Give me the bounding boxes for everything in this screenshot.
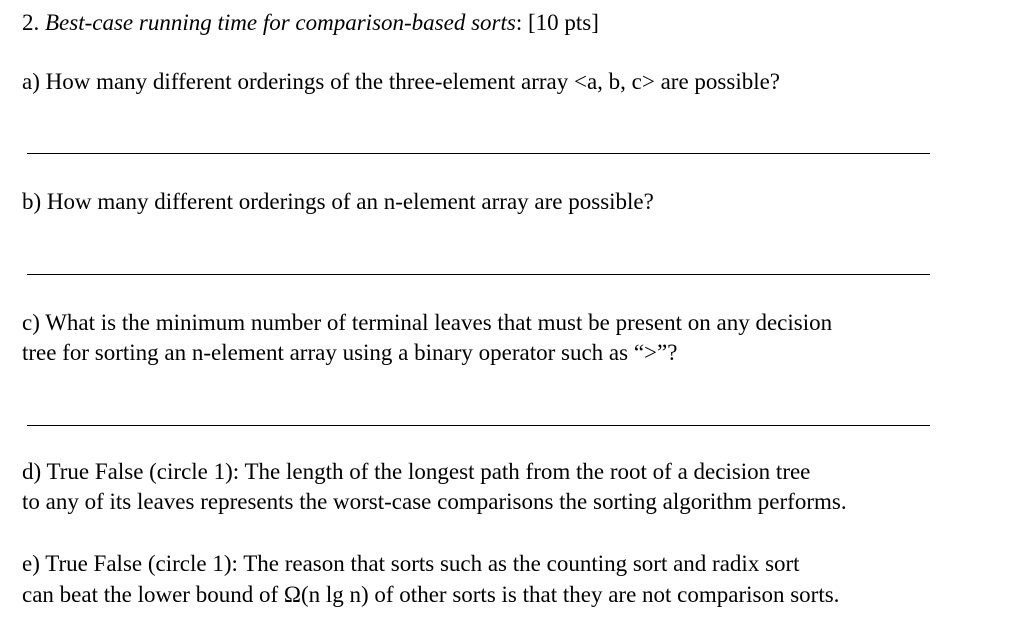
part-c-answer-line[interactable] (27, 425, 930, 426)
question-number: 2. (22, 10, 40, 35)
part-b-answer-line[interactable] (27, 274, 930, 275)
part-d-text-line2: to any of its leaves represents the worst-case comparisons the sorting algorithm performs. (22, 489, 847, 514)
part-e-text-line1: e) True False (circle 1): The reason that sorts such as the counting sort and radix sort (22, 551, 800, 576)
part-c-text-line1: c) What is the minimum number of terminal leaves that must be present on any decision (22, 310, 833, 335)
part-e-text-line2: can beat the lower bound of Ω(n lg n) of other sorts is that they are not comparison sorts. (22, 582, 840, 607)
question-title: Best-case running time for comparison-based sorts (45, 10, 516, 35)
question-heading (22, 7, 599, 38)
part-d-text-line1: d) True False (circle 1): The length of the longest path from the root of a decision tree (22, 459, 811, 484)
part-a-answer-line[interactable] (27, 153, 930, 154)
part-b-text: b) How many different orderings of an n-element array are possible? (22, 189, 654, 214)
part-c-text-line2: tree for sorting an n-element array using a binary operator such as “>”? (22, 340, 678, 365)
part-a-text: a) How many different orderings of the three-element array <a, b, c> are possible? (22, 69, 781, 94)
question-title-colon: : (515, 10, 523, 35)
question-points: [10 pts] (527, 10, 599, 35)
